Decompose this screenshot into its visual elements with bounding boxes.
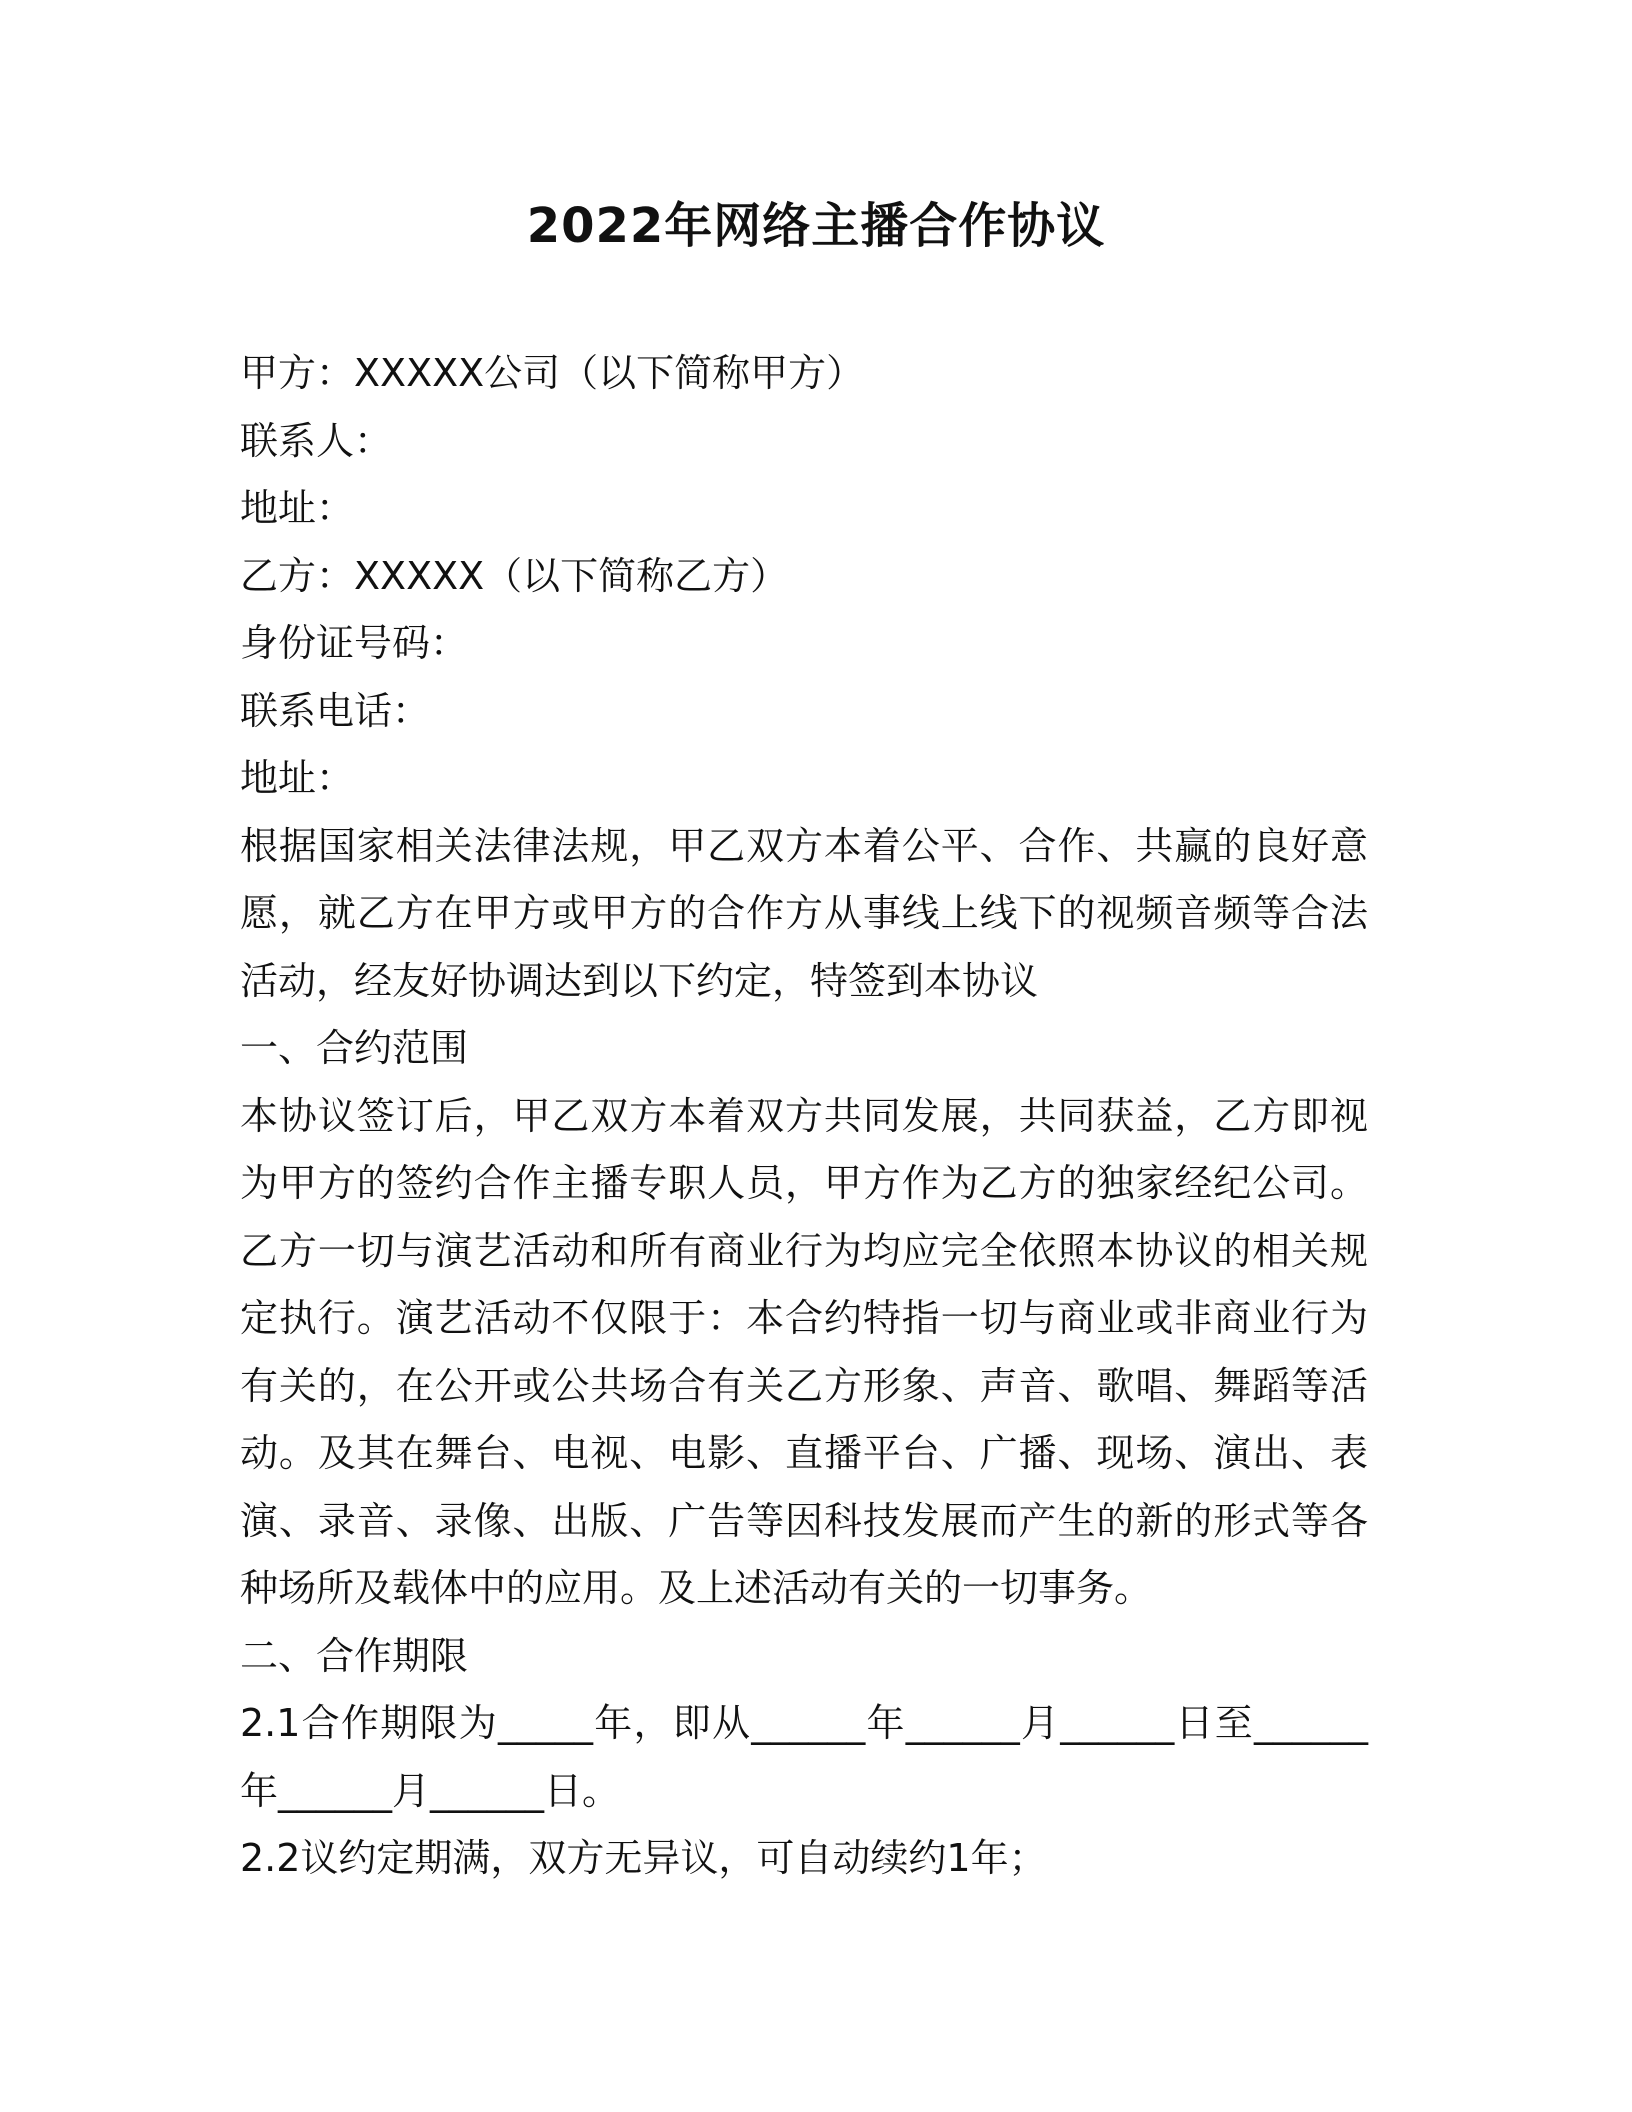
party-b-phone: 联系电话： — [240, 688, 431, 733]
party-a-name: 甲方：XXXXX公司（以下简称甲方） — [240, 351, 865, 395]
party-b-name: 乙方：XXXXX（以下简称乙方） — [240, 553, 789, 598]
clause-2-2: 2.2议约定期满，双方无异议，可自动续约1年； — [240, 1836, 1047, 1880]
document-title: 2022年网络主播合作协议 — [526, 198, 1106, 254]
section-1-paragraph: 本协议签订后，甲乙双方本着双方共同发展，共同获益，乙方即视为甲方的签约合作主播专职人员，甲方作为乙方的独家经纪公司。乙方一切与演艺活动和所有商业行为均应完全依照本协议的相关规定执行。演艺活动不仅限于：本合约特指一切与商业或非商业行为有关的，在公开或公共场合有关乙方形象、声音、歌唱、舞蹈等活动。及其在舞台、电视、电影、直播平台、广播、现场、演出、表演、录音、录像、出版、广告等因科技发展而产生的新的形式等各种场所及载体中的应用。及上述活动有关的一切事务。 — [240, 1093, 1368, 1610]
party-a-contact: 联系人： — [240, 418, 393, 463]
clause-2-1: 2.1合作期限为_____年，即从______年______月______日至______年______月______日。 — [240, 1701, 1368, 1813]
section-1-heading: 一、合约范围 — [240, 1026, 469, 1070]
party-b-id-number: 身份证号码： — [240, 621, 469, 665]
document-body — [240, 340, 1368, 1893]
preamble-paragraph: 根据国家相关法律法规，甲乙双方本着公平、合作、共赢的良好意愿，就乙方在甲方或甲方的合作方从事线上线下的视频音频等合法活动，经友好协调达到以下约定，特签到本协议 — [240, 823, 1368, 1003]
party-b-address: 地址： — [240, 756, 355, 800]
section-2-heading: 二、合作期限 — [240, 1633, 469, 1678]
party-a-address: 地址： — [240, 486, 355, 530]
